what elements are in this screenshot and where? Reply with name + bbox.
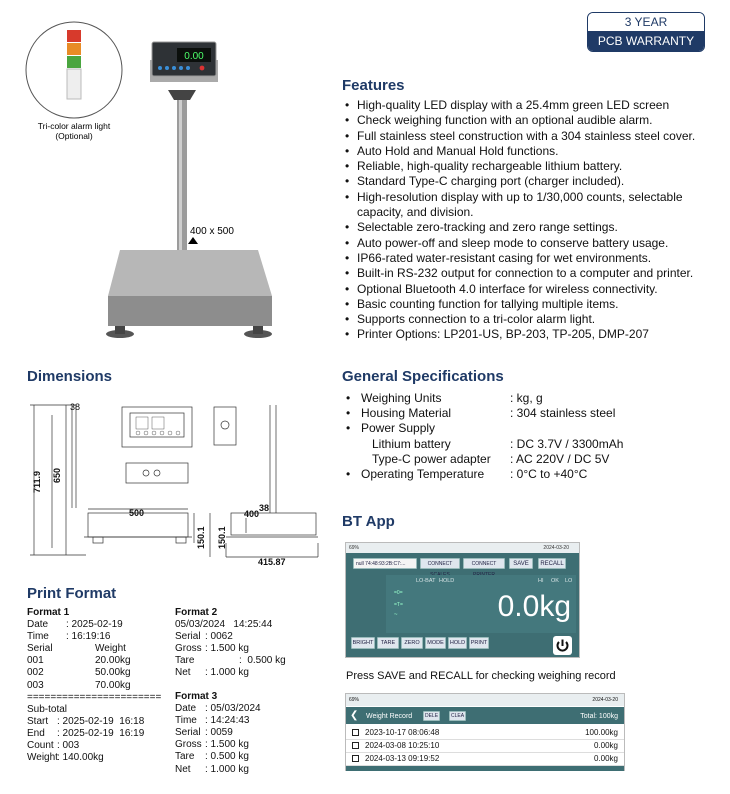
platform-top [108,250,272,296]
alarm-caption-1: Tri-color alarm light [37,121,111,131]
power-button[interactable] [553,636,572,655]
spec-key: • Power Supply [342,421,510,436]
hold-indicator: HOLD [439,578,455,584]
alarm-caption-2: (Optional) [55,131,93,141]
f3-date-key: Date [175,703,197,715]
f2-gross-key: Gross [175,643,202,655]
status-battery: 69% [349,545,360,551]
warranty-text: PCB WARRANTY [588,31,704,52]
spec-key: • Weighing Units [342,391,510,406]
spec-key: • Operating Temperature [342,467,510,482]
record-status-battery: 69% [349,697,360,703]
specs-title: General Specifications [342,368,504,385]
feature-item: • High-quality LED display with a 25.4mm green LED screen [342,98,727,113]
tilde-indicator: ~ [394,612,398,618]
f1-time-value: : 16:19:16 [66,631,111,643]
f3-tare-key: Tare [175,751,195,763]
record-checkbox[interactable] [352,729,359,736]
record-datetime: 2024-03-13 09:19:52 [365,754,440,763]
column-bracket [168,90,196,100]
weight-record-title: Weight Record [366,713,413,720]
power-icon [553,636,572,655]
format-2-title: Format 2 [175,607,218,618]
record-weight: 100.00kg [585,728,618,737]
f2-tare-value: : 0.500 kg [239,655,286,667]
feature-item: • IP66-rated water-resistant casing for wet environments. [342,251,727,266]
app-button-zero[interactable]: ZERO [401,637,423,649]
product-illustration [0,0,330,350]
device-id: null 74:48:93:2B:C7:... [353,558,417,569]
indicator-reading: 0.00 [184,51,204,62]
format-3 [175,691,315,776]
f1-date-key: Date [27,619,49,631]
stable-indicator: =T= [394,602,403,608]
f2-serial-key: Serial [175,631,201,643]
f3-net-value: : 1.000 kg [205,763,249,775]
record-row[interactable] [346,753,624,766]
connect-scales-button[interactable]: CONNECT [420,558,460,569]
record-checkbox[interactable] [352,755,359,762]
feature-item: • Basic counting function for tallying multiple items. [342,297,727,312]
record-row[interactable] [346,740,624,753]
dimensions-title: Dimensions [27,368,113,385]
f1-start-key: Start [27,715,49,727]
record-status-date: 2024-03-20 [592,697,618,703]
f3-gross-key: Gross [175,739,202,751]
features-list [342,98,727,343]
dimension-drawing [26,393,326,568]
bt-app-main-screen [345,542,580,658]
features-title: Features [342,77,405,94]
spec-value: : DC 3.7V / 3300mAh [510,436,624,451]
f1-end-value: : 2025-02-19 16:19 [57,727,145,739]
app-button-tare[interactable]: TARE [377,637,399,649]
f3-serial-key: Serial [175,727,201,739]
recall-button[interactable]: RECALL [538,558,566,569]
feature-item: • Check weighing function with an optional audible alarm. [342,113,727,128]
dim-400: 400 [244,509,260,519]
weight-record-screen [345,693,625,771]
alarm-amber-lamp [67,43,81,55]
f3-gross-value: : 1.500 kg [205,739,249,751]
spec-value: : 0°C to +40°C [510,467,588,482]
lo-bat-indicator: LO-BAT [416,578,436,584]
weight-reading: 0.0kg [497,590,571,623]
record-total: Total: 100kg [580,713,618,720]
feature-item: • Full stainless steel construction with a 304 stainless steel cover. [342,129,727,144]
f1-separator: ======================= [27,691,162,703]
f2-serial-value: : 0062 [205,631,233,643]
feature-item: • Optional Bluetooth 4.0 interface for wireless connectivity. [342,282,727,297]
spec-key: Lithium battery [372,436,451,451]
alarm-base [67,69,81,99]
dim-150-left: 150.1 [196,526,206,549]
connect-printer-button[interactable]: CONNECT [463,558,505,569]
warranty-badge [587,12,705,52]
dim-500: 500 [129,508,145,518]
f1-time-key: Time [27,631,49,643]
record-datetime: 2024-03-08 10:25:10 [365,741,440,750]
f1-subtotal: Sub-total [27,703,68,715]
app-button-mode[interactable]: MODE [425,637,446,649]
clear-button[interactable]: CLEA [450,713,465,719]
dim-150-right: 150.1 [217,526,227,549]
f1-row-serial: 001 [27,655,44,667]
feature-item: • Printer Options: LP201-US, BP-203, TP-205, DMP-207 [342,327,727,342]
f3-tare-value: : 0.500 kg [205,751,249,763]
f1-end-key: End [27,727,45,739]
feature-item: • Standard Type-C charging port (charger included). [342,174,727,189]
f1-row-weight: 70.00kg [95,679,131,691]
f1-row-weight: 50.00kg [95,667,131,679]
record-checkbox[interactable] [352,742,359,749]
f3-date-value: : 05/03/2024 [205,703,261,715]
spec-key: • Housing Material [342,406,510,421]
f1-weight-key: Weight [27,752,58,764]
f2-net-value: : 1.000 kg [205,667,249,679]
f1-row-weight: 20.00kg [95,655,131,667]
f3-time-key: Time [175,715,197,727]
spec-value: : 304 stainless steel [510,406,616,421]
lo-indicator: LO [565,578,573,584]
dim-711: 711.9 [32,470,42,493]
app-button-hold[interactable]: HOLD [448,637,467,649]
f1-row-serial: 003 [27,679,44,691]
print-format-title: Print Format [27,585,117,602]
back-arrow-icon[interactable]: ❮ [350,710,359,721]
f1-date-value: : 2025-02-19 [66,619,123,631]
spec-key: Type-C power adapter [372,451,491,466]
record-weight: 0.00kg [593,741,618,750]
alarm-red-lamp [67,30,81,42]
alarm-green-lamp [67,56,81,68]
feature-item: • Reliable, high-quality rechargeable lithium battery. [342,159,727,174]
f1-weight-header: Weight [95,643,126,655]
f1-start-value: : 2025-02-19 16:18 [57,715,145,727]
dim-650: 650 [52,467,62,483]
save-button[interactable]: SAVE [509,558,533,569]
hi-indicator: HI [538,578,544,584]
feature-item: • Built-in RS-232 output for connection to a computer and printer. [342,266,727,281]
record-datetime: 2023-10-17 08:06:48 [365,728,440,737]
feature-item: • Auto Hold and Manual Hold functions. [342,144,727,159]
dim-415: 415.87 [258,557,286,567]
status-date: 2024-03-20 [543,545,569,551]
format-2 [175,607,315,680]
platform-size: 400 x 500 [190,226,234,237]
f2-stamp: 05/03/2024 14:25:44 [175,619,273,631]
f3-serial-value: : 0059 [205,727,233,739]
delete-button[interactable]: DELE [424,713,439,719]
specs-table [342,391,702,482]
spec-value: : kg, g [510,391,543,405]
dim-38-left: 38 [70,402,81,412]
platform-side [108,296,272,326]
f1-row-serial: 002 [27,667,44,679]
zero-indicator: =0= [394,590,403,596]
spec-value: : AC 220V / DC 5V [510,451,610,466]
f2-tare-key: Tare [175,655,195,667]
f2-gross-value: : 1.500 kg [205,643,249,655]
f3-net-key: Net [175,763,191,775]
ok-indicator: OK [551,578,559,584]
f1-count-key: Count [27,740,54,752]
feature-item: • Supports connection to a tri-color alarm light. [342,312,727,327]
record-weight: 0.00kg [593,754,618,763]
format-1-title: Format 1 [27,607,70,618]
f1-serial-header: Serial [27,643,53,655]
feature-item: • Auto power-off and sleep mode to conserve battery usage. [342,236,727,251]
format-3-title: Format 3 [175,691,218,702]
f1-weight-value: : 140.00kg [57,752,104,764]
record-row[interactable] [346,727,624,740]
warranty-years: 3 YEAR [588,13,704,31]
app-button-bright[interactable]: BRIGHT [351,637,375,649]
bt-app-title: BT App [342,513,395,530]
feature-item: • High-resolution display with up to 1/30,000 counts, selectable capacity, and division. [342,190,727,221]
format-1 [27,607,177,764]
app-button-print[interactable]: PRINT [469,637,489,649]
dim-38-right: 38 [259,503,270,513]
f1-count-value: : 003 [57,740,80,752]
f2-net-key: Net [175,667,191,679]
f3-time-value: : 14:24:43 [205,715,250,727]
feature-item: • Selectable zero-tracking and zero range settings. [342,220,727,235]
bt-caption: Press SAVE and RECALL for checking weighing record [346,670,616,682]
